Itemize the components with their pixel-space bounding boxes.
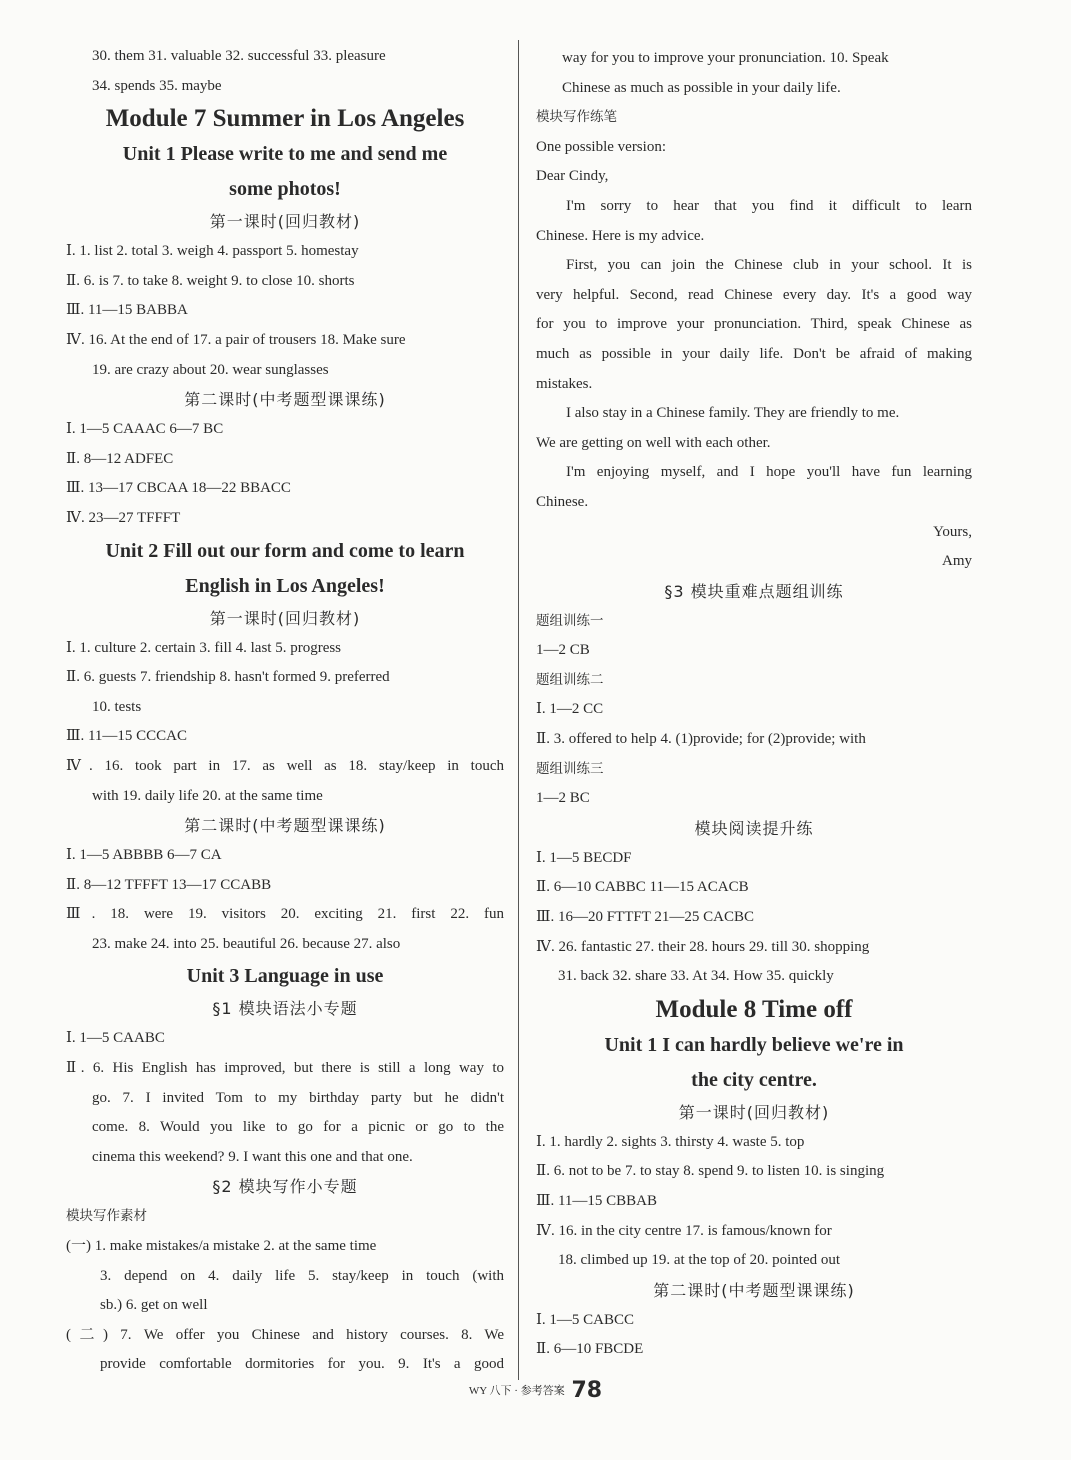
answer-line: One possible version: bbox=[536, 138, 666, 155]
answer-line: Ⅲ. 18. were 19. visitors 20. exciting 21. first 22. fun bbox=[66, 906, 504, 923]
answer-line: Ⅰ. 1—5 ABBBB 6—7 CA bbox=[66, 847, 222, 864]
subsection-label: 题组训练一 bbox=[536, 612, 604, 629]
answer-line: 1—2 CB bbox=[536, 642, 590, 659]
answer-line: Ⅱ. 6. guests 7. friendship 8. hasn't formed 9. preferred bbox=[66, 669, 390, 686]
answer-line: Ⅰ. 1—5 CAAAC 6—7 BC bbox=[66, 421, 224, 438]
answer-line: way for you to improve your pronunciation. 10. Speak bbox=[562, 50, 889, 66]
section-heading: 第一课时(回归教材) bbox=[209, 212, 361, 232]
answer-line: Dear Cindy, bbox=[536, 168, 609, 185]
unit-title: the city centre. bbox=[691, 1068, 817, 1091]
page-footer bbox=[0, 1378, 1071, 1403]
answer-line: with 19. daily life 20. at the same time bbox=[92, 787, 323, 804]
answer-line: Ⅱ. 6—10 CABBC 11—15 ACACB bbox=[536, 879, 749, 896]
subsection-label: 题组训练三 bbox=[536, 760, 604, 777]
section-heading: 第二课时(中考题型课课练) bbox=[184, 390, 386, 410]
answer-line: go. 7. I invited Tom to my birthday party but he didn't bbox=[92, 1089, 504, 1106]
answer-line: 19. are crazy about 20. wear sunglasses bbox=[92, 361, 329, 378]
section-heading: §3 模块重难点题组训练 bbox=[664, 581, 844, 601]
answer-line: cinema this weekend? 9. I want this one and that one. bbox=[92, 1148, 413, 1165]
subsection-label: 题组训练二 bbox=[536, 671, 604, 688]
unit-title: Unit 3 Language in use bbox=[186, 965, 384, 988]
answer-line: Ⅱ. 3. offered to help 4. (1)provide; for (2)provide; with bbox=[536, 731, 866, 748]
answer-line: First, you can join the Chinese club in your school. It is bbox=[566, 257, 972, 274]
answer-line: Ⅳ. 16. took part in 17. as well as 18. stay/keep in touch bbox=[66, 757, 504, 774]
answer-line: sb.) 6. get on well bbox=[100, 1297, 208, 1314]
answer-line: Ⅱ. 6. not to be 7. to stay 8. spend 9. to listen 10. is singing bbox=[536, 1163, 885, 1180]
answer-line: Ⅰ. 1—5 CAABC bbox=[66, 1030, 165, 1047]
answer-line: Ⅳ. 26. fantastic 27. their 28. hours 29. till 30. shopping bbox=[536, 938, 870, 955]
answer-line: Ⅲ. 11—15 BABBA bbox=[66, 302, 188, 319]
answer-line: Ⅰ. 1—2 CC bbox=[536, 701, 604, 718]
section-heading: 第一课时(回归教材) bbox=[209, 608, 361, 628]
answer-line: Ⅰ. 1. culture 2. certain 3. fill 4. last 5. progress bbox=[66, 639, 342, 656]
page-number: 78 bbox=[571, 1378, 603, 1403]
answer-line: for you to improve your pronunciation. Third, speak Chinese as bbox=[536, 316, 972, 333]
answer-line: 10. tests bbox=[92, 698, 142, 715]
answer-line: 23. make 24. into 25. beautiful 26. because 27. also bbox=[92, 935, 401, 952]
answer-line: Ⅱ. 6. His English has improved, but there is still a long way to bbox=[66, 1060, 504, 1077]
footer-label: WY 八下 · 参考答案 bbox=[468, 1385, 565, 1397]
answer-line: I'm enjoying myself, and I hope you'll have fun learning bbox=[566, 464, 972, 481]
section-heading: 第一课时(回归教材) bbox=[678, 1102, 830, 1122]
answer-line: We are getting on well with each other. bbox=[536, 434, 771, 451]
answer-line: Ⅰ. 1—5 BECDF bbox=[536, 849, 632, 866]
left-column bbox=[66, 42, 504, 1380]
answer-line: Ⅳ. 16. At the end of 17. a pair of trousers 18. Make sure bbox=[66, 331, 406, 348]
answer-line: 31. back 32. share 33. At 34. How 35. quickly bbox=[558, 968, 834, 985]
answer-line: Chinese. Here is my advice. bbox=[536, 227, 705, 244]
section-heading: 第二课时(中考题型课课练) bbox=[184, 816, 386, 836]
subsection-label: 模块写作练笔 bbox=[536, 109, 617, 126]
answer-line: I also stay in a Chinese family. They are friendly to me. bbox=[566, 405, 900, 422]
signature-line: Amy bbox=[942, 553, 972, 570]
answer-line: 30. them 31. valuable 32. successful 33. pleasure bbox=[92, 48, 386, 64]
answer-line: Ⅱ. 6—10 FBCDE bbox=[536, 1341, 644, 1358]
answer-line: come. 8. Would you like to go for a picnic or go to the bbox=[92, 1119, 504, 1136]
answer-line: 34. spends 35. maybe bbox=[92, 77, 222, 94]
module-title: Module 7 Summer in Los Angeles bbox=[105, 105, 465, 133]
answer-line: (一) 1. make mistakes/a mistake 2. at the same time bbox=[66, 1238, 377, 1255]
answer-line: (二) 7. We offer you Chinese and history courses. 8. We bbox=[66, 1326, 504, 1343]
unit-title: Unit 1 Please write to me and send me bbox=[122, 143, 448, 166]
answer-line: 3. depend on 4. daily life 5. stay/keep in touch (with bbox=[100, 1267, 504, 1284]
answer-line: Ⅰ. 1—5 CABCC bbox=[536, 1311, 635, 1328]
answer-line: Ⅲ. 11—15 CCCAC bbox=[66, 728, 188, 745]
answer-line: I'm sorry to hear that you find it difficult to learn bbox=[566, 197, 972, 214]
answer-line: 18. climbed up 19. at the top of 20. pointed out bbox=[558, 1252, 841, 1269]
answer-line: provide comfortable dormitories for you. 9. It's a good bbox=[100, 1356, 504, 1373]
answer-line: Ⅲ. 16—20 FTTFT 21—25 CACBC bbox=[536, 909, 754, 926]
answer-line: Ⅲ. 11—15 CBBAB bbox=[536, 1193, 658, 1209]
module-title: Module 8 Time off bbox=[655, 995, 853, 1023]
answer-line: very helpful. Second, read Chinese every day. It's a good way bbox=[536, 286, 972, 303]
signature-line: Yours, bbox=[933, 523, 972, 540]
answer-line: Ⅳ. 16. in the city centre 17. is famous/known for bbox=[536, 1222, 832, 1239]
answer-line: Ⅳ. 23—27 TFFFT bbox=[66, 509, 181, 526]
answer-line: much as possible in your daily life. Don't be afraid of making bbox=[536, 345, 972, 362]
answer-line: mistakes. bbox=[536, 375, 593, 392]
answer-line: Ⅲ. 13—17 CBCAA 18—22 BBACC bbox=[66, 480, 291, 497]
answer-line: Ⅱ. 6. is 7. to take 8. weight 9. to close 10. shorts bbox=[66, 272, 355, 289]
section-heading: 第二课时(中考题型课课练) bbox=[653, 1280, 855, 1300]
answer-line: 1—2 BC bbox=[536, 790, 590, 807]
section-heading: §1 模块语法小专题 bbox=[212, 999, 358, 1019]
answer-line: Ⅱ. 8—12 TFFFT 13—17 CCABB bbox=[66, 876, 272, 893]
right-column bbox=[536, 44, 972, 1365]
answer-line: Ⅰ. 1. hardly 2. sights 3. thirsty 4. waste 5. top bbox=[536, 1133, 805, 1150]
unit-title: Unit 2 Fill out our form and come to learn bbox=[105, 539, 465, 562]
answer-line: Chinese as much as possible in your daily life. bbox=[562, 79, 841, 96]
unit-title: Unit 1 I can hardly believe we're in bbox=[604, 1033, 904, 1056]
column-divider bbox=[518, 40, 519, 1380]
answer-line: Ⅰ. 1. list 2. total 3. weigh 4. passport 5. homestay bbox=[66, 243, 359, 260]
answer-line: Ⅱ. 8—12 ADFEC bbox=[66, 450, 174, 467]
unit-title: some photos! bbox=[229, 178, 341, 201]
subsection-label: 模块写作素材 bbox=[66, 1208, 147, 1225]
section-heading: §2 模块写作小专题 bbox=[212, 1177, 358, 1197]
answer-line: Chinese. bbox=[536, 493, 589, 510]
section-heading: 模块阅读提升练 bbox=[694, 818, 814, 838]
unit-title: English in Los Angeles! bbox=[185, 574, 385, 597]
